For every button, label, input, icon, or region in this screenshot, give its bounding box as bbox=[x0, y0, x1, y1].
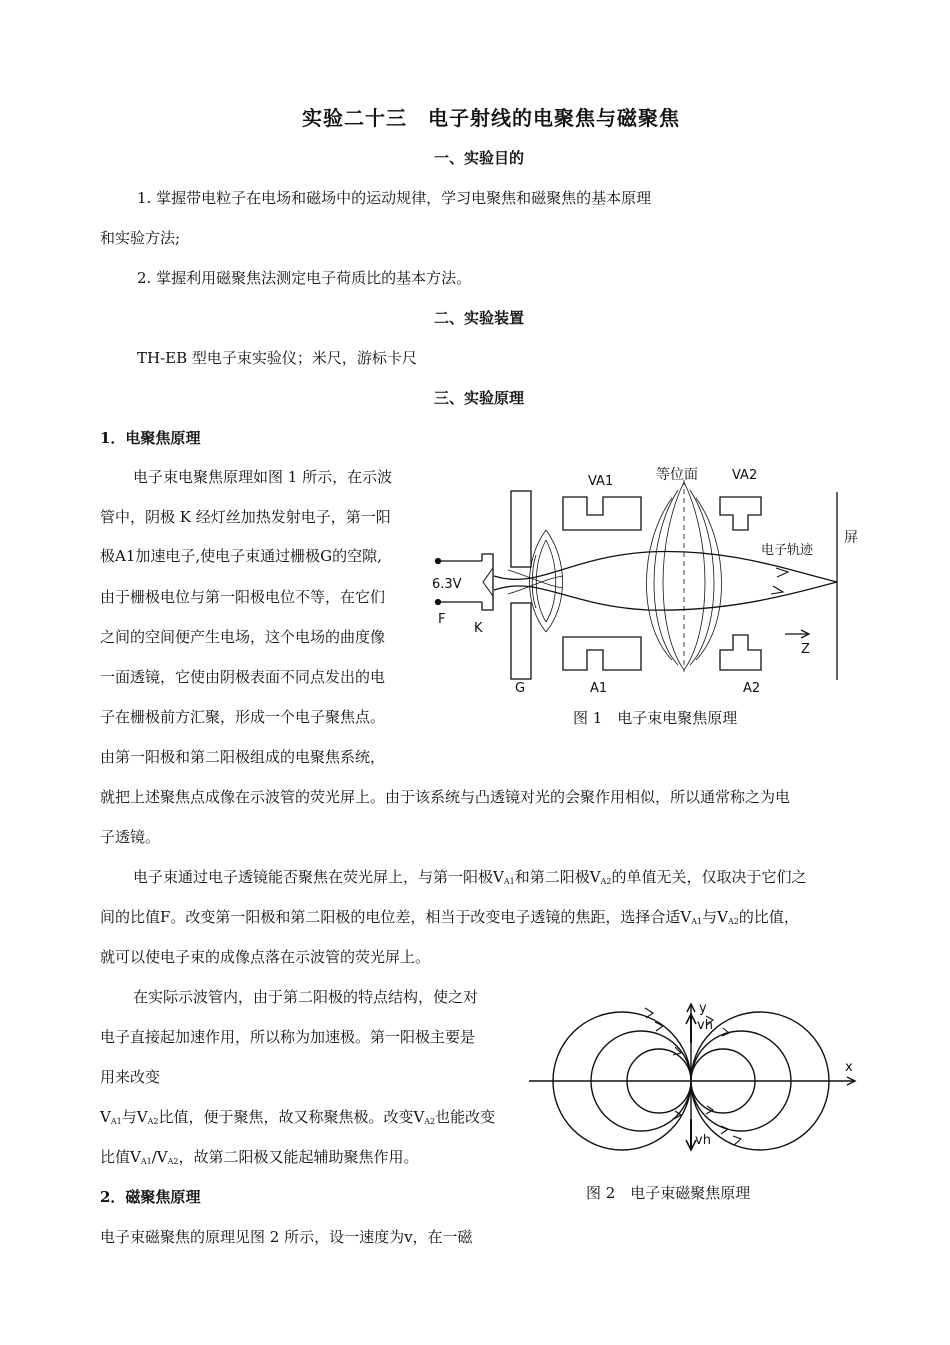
electron-trajectory-bottom bbox=[494, 582, 837, 610]
apparatus-text: TH-EB 型电子束实验仪；米尺，游标卡尺 bbox=[137, 349, 417, 367]
label-vh-bottom: vh bbox=[695, 1133, 711, 1148]
para3-line-3: 用来改变 bbox=[100, 1068, 161, 1086]
para3-line-2: 电子直接起加速作用，所以称为加速极。第一阳极主要是 bbox=[100, 1028, 476, 1046]
label-a2: A2 bbox=[743, 681, 761, 696]
section-heading-principle: 三、实验原理 bbox=[434, 389, 525, 407]
purpose-item-1-line-1: 1. 掌握带电粒子在电场和磁场中的运动规律，学习电聚焦和磁聚焦的基本原理 bbox=[137, 189, 652, 207]
page-title: 实验二十三 电子射线的电聚焦与磁聚焦 bbox=[302, 106, 680, 130]
grid-g-top bbox=[511, 491, 531, 567]
para1-full-line: 子透镜。 bbox=[100, 828, 161, 846]
label-k: K bbox=[474, 621, 483, 636]
label-z: Z bbox=[801, 642, 810, 657]
label-va2: VA2 bbox=[732, 468, 758, 483]
para1-full-line: 就把上述聚焦点成像在示波管的荧光屏上。由于该系统与凸透镜对光的会聚作用相似，所以通常称之为电 bbox=[100, 788, 791, 806]
anode-a2-top bbox=[720, 497, 761, 530]
anode-a2-bottom bbox=[720, 635, 761, 670]
label-va1: VA1 bbox=[588, 474, 614, 489]
para1-line: 一面透镜，它使由阴极表面不同点发出的电 bbox=[100, 668, 386, 686]
para4-line-1: 电子束磁聚焦的原理见图 2 所示，设一速度为v，在一磁 bbox=[100, 1228, 473, 1246]
section-heading-apparatus: 二、实验装置 bbox=[434, 309, 525, 327]
purpose-item-2: 2. 掌握利用磁聚焦法测定电子荷质比的基本方法。 bbox=[137, 269, 472, 287]
para1-line: 极A1加速电子,使电子束通过栅极G的空隙, bbox=[100, 547, 382, 565]
label-f: F bbox=[438, 612, 446, 627]
label-vh-top: vh bbox=[697, 1018, 713, 1033]
cathode-k bbox=[482, 554, 493, 610]
subheading-magnetic-focus: 2．磁聚焦原理 bbox=[100, 1188, 201, 1206]
figure-1-electric-focus bbox=[428, 460, 868, 700]
para1-line: 管中，阴极 K 经灯丝加热发射电子，第一阳 bbox=[100, 508, 391, 526]
para1-line: 电子束电聚焦原理如图 1 所示，在示波 bbox=[133, 468, 393, 486]
anode-a1-top bbox=[563, 497, 641, 530]
label-voltage: 6.3V bbox=[432, 577, 462, 592]
label-y: y bbox=[699, 1001, 707, 1016]
figure-2-caption: 图 2 电子束磁聚焦原理 bbox=[586, 1184, 751, 1202]
anode-a1-bottom bbox=[563, 637, 641, 670]
label-screen: 屏 bbox=[844, 530, 858, 546]
para2-line-2: 间的比值F。改变第一阳极和第二阳极的电位差，相当于改变电子透镜的焦距，选择合适$V_{A1}$与$V_{A2}$的比值， bbox=[100, 908, 799, 926]
label-g: G bbox=[515, 681, 526, 696]
para2-line-1: 电子束通过电子透镜能否聚焦在荧光屏上，与第一阳极$V_{A1}$和第二阳极$V_{A2}$的单值无关，仅取决于它们之 bbox=[133, 868, 807, 886]
label-trajectory: 电子轨迹 bbox=[761, 543, 814, 558]
para1-line: 子在栅极前方汇聚，形成一个电子聚焦点。 bbox=[100, 708, 386, 726]
para1-line: 之间的空间便产生电场，这个电场的曲度像 bbox=[100, 628, 386, 646]
section-heading-purpose: 一、实验目的 bbox=[434, 149, 525, 167]
para1-line: 由于栅极电位与第一阳极电位不等，在它们 bbox=[100, 588, 386, 606]
subheading-electric-focus: 1．电聚焦原理 bbox=[100, 429, 201, 447]
para3-line-5: 比值$V_{A1}/V_{A2}$，故第二阳极又能起辅助聚焦作用。 bbox=[100, 1148, 419, 1166]
purpose-item-1-line-2: 和实验方法; bbox=[100, 229, 181, 247]
label-x: x bbox=[845, 1060, 853, 1075]
para1-line: 由第一阳极和第二阳极组成的电聚焦系统， bbox=[100, 748, 386, 766]
para3-line-1: 在实际示波管内，由于第二阳极的特点结构，使之对 bbox=[133, 988, 479, 1006]
figure-1-caption: 图 1 电子束电聚焦原理 bbox=[573, 709, 738, 727]
label-equipotential: 等位面 bbox=[656, 467, 698, 483]
figure-2-magnetic-focus bbox=[525, 998, 865, 1156]
label-a1: A1 bbox=[590, 681, 608, 696]
para3-line-4: $V_{A1}$与$V_{A2}$比值，便于聚焦，故又称聚焦极。改变$V_{A2}$也能改变 bbox=[100, 1108, 496, 1126]
grid-g-bottom bbox=[511, 603, 531, 679]
para2-line-3: 就可以使电子束的成像点落在示波管的荧光屏上。 bbox=[100, 948, 431, 966]
